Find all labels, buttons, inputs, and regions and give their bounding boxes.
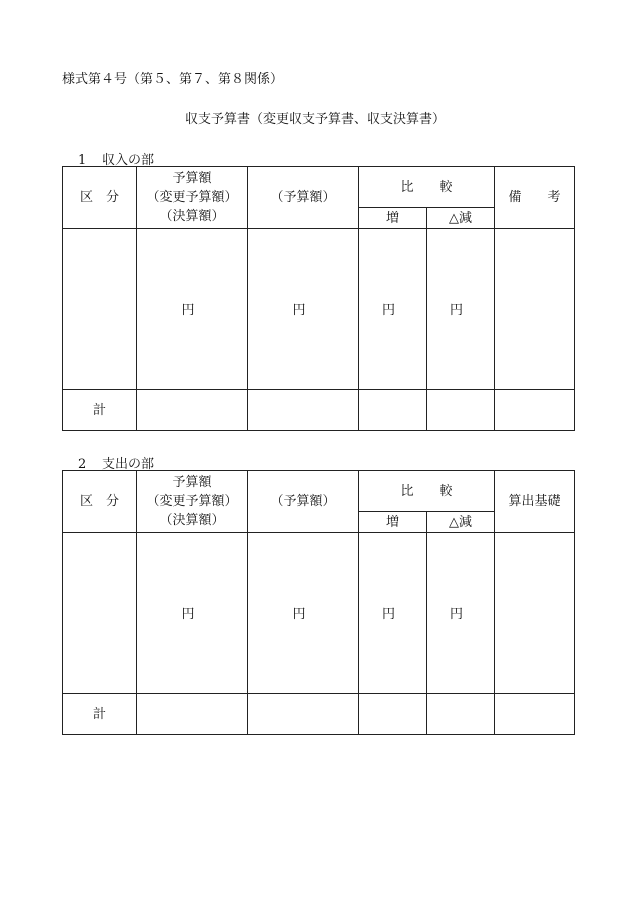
header-prior-budget: （予算額）	[248, 471, 359, 533]
total-decrease-cell	[427, 694, 495, 735]
total-decrease-cell	[427, 390, 495, 431]
header-comparison: 比 較	[359, 471, 495, 512]
section-title: 支出の部	[102, 457, 155, 472]
remarks-cell	[495, 229, 575, 390]
calculation-basis-cell	[495, 533, 575, 694]
budget-cell	[137, 229, 248, 390]
total-increase-cell	[359, 694, 427, 735]
header-remarks: 備 考	[495, 167, 575, 229]
unit-label: 円	[292, 302, 306, 318]
category-cell	[63, 533, 137, 694]
unit-label: 円	[292, 606, 306, 622]
unit-label: 円	[381, 302, 395, 318]
header-decrease: △減	[427, 208, 495, 229]
total-budget-cell	[137, 390, 248, 431]
total-label: 計	[63, 694, 137, 735]
header-decrease: △減	[427, 512, 495, 533]
header-budget-line2: （変更予算額）	[146, 494, 238, 509]
total-prior-cell	[248, 390, 359, 431]
header-budget-line1: 予算額	[172, 171, 212, 186]
unit-label: 円	[450, 302, 464, 318]
section-number: 2	[78, 457, 87, 472]
header-calculation-basis: 算出基礎	[495, 471, 575, 533]
prior-budget-cell	[248, 229, 359, 390]
table-row	[63, 533, 575, 694]
total-increase-cell	[359, 390, 427, 431]
header-budget-line1: 予算額	[172, 475, 212, 490]
total-row	[63, 390, 575, 431]
decrease-cell	[427, 229, 495, 390]
header-increase: 増	[359, 208, 427, 229]
budget-cell	[137, 533, 248, 694]
increase-cell	[359, 533, 427, 694]
document-title: 収支予算書（変更収支予算書、収支決算書）	[184, 112, 445, 127]
unit-label: 円	[181, 606, 195, 622]
category-cell	[63, 229, 137, 390]
header-comparison: 比 較	[359, 167, 495, 208]
increase-cell	[359, 229, 427, 390]
header-increase: 増	[359, 512, 427, 533]
header-budget-amount	[137, 471, 248, 533]
prior-budget-cell	[248, 533, 359, 694]
income-table	[62, 166, 575, 431]
header-budget-amount	[137, 167, 248, 229]
header-budget-line3: （決算額）	[159, 209, 225, 224]
header-budget-line3: （決算額）	[159, 513, 225, 528]
unit-label: 円	[181, 302, 195, 318]
section-number: 1	[78, 153, 87, 168]
total-prior-cell	[248, 694, 359, 735]
total-row	[63, 694, 575, 735]
header-budget-line2: （変更予算額）	[146, 190, 238, 205]
expenditure-table	[62, 470, 575, 735]
decrease-cell	[427, 533, 495, 694]
section-title: 収入の部	[102, 153, 155, 168]
total-basis-cell	[495, 694, 575, 735]
unit-label: 円	[450, 606, 464, 622]
header-prior-budget: （予算額）	[248, 167, 359, 229]
table-row	[63, 229, 575, 390]
header-category: 区 分	[63, 471, 137, 533]
form-number: 様式第４号（第５、第７、第８関係）	[62, 72, 284, 87]
total-budget-cell	[137, 694, 248, 735]
unit-label: 円	[381, 606, 395, 622]
total-remarks-cell	[495, 390, 575, 431]
header-category: 区 分	[63, 167, 137, 229]
total-label: 計	[63, 390, 137, 431]
